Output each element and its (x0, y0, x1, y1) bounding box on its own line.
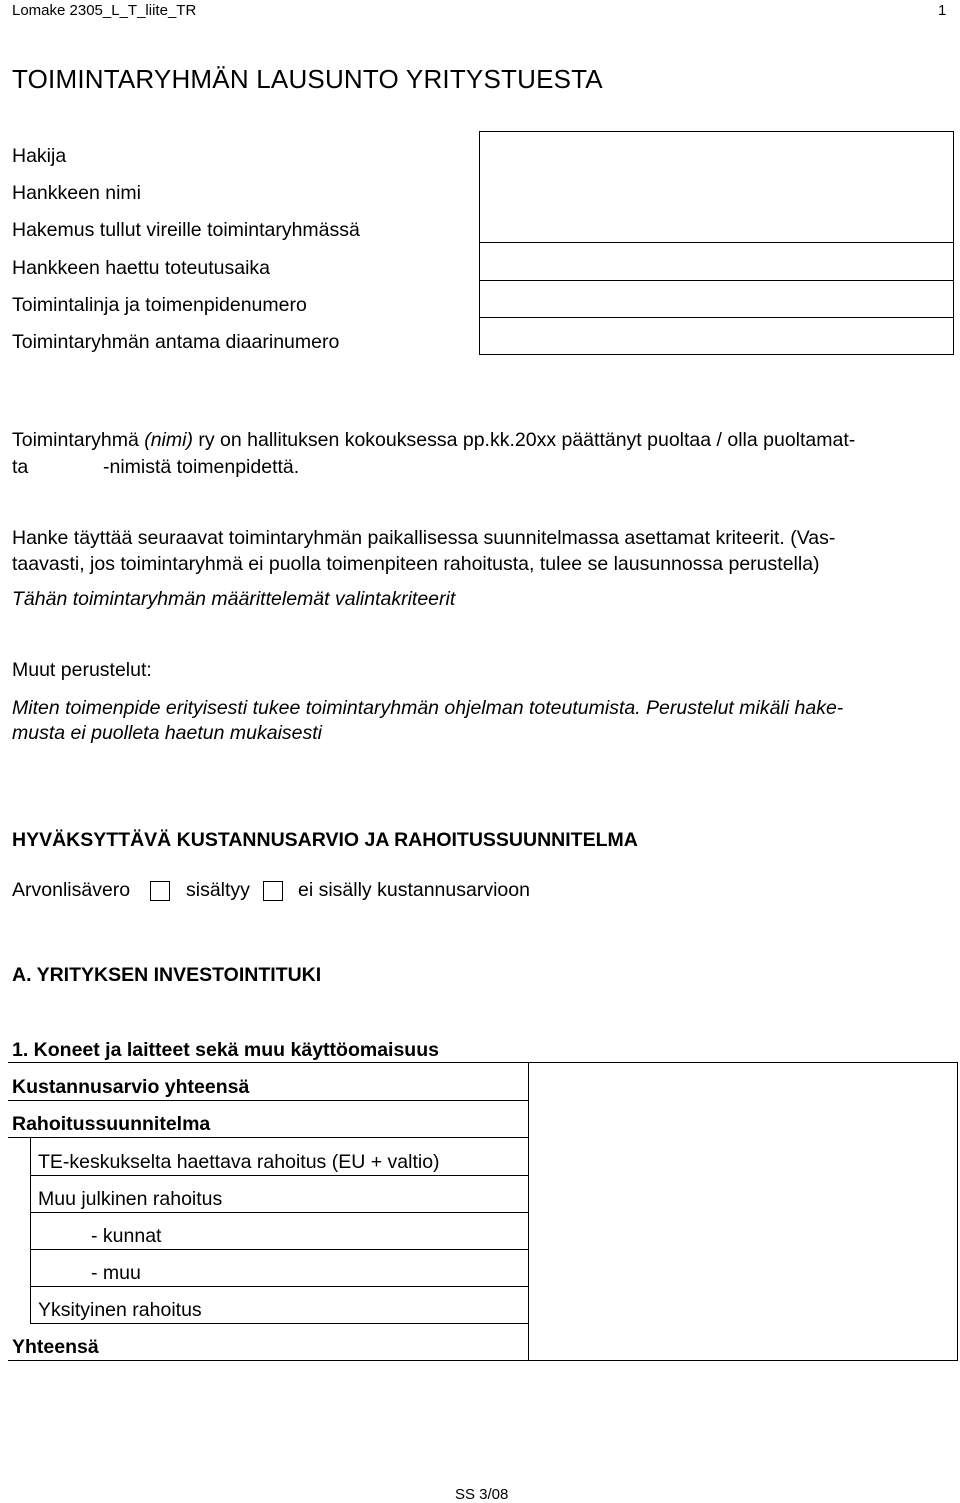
criteria-placeholder: Tähän toimintaryhmän määrittelemät valintakriteerit (12, 588, 456, 610)
footer-code: SS 3/08 (455, 1486, 509, 1503)
info-label-measure: Toimintalinja ja toimenpidenumero (12, 294, 307, 316)
cost-total-label: Kustannusarvio yhteensä (12, 1076, 250, 1098)
other-reasons-line-2: musta ei puolleta haetun mukaisesti (12, 722, 323, 744)
decision-line-2a: ta (12, 456, 29, 478)
decision-line-1 (12, 429, 855, 452)
other-public-funding-label: Muu julkinen rahoitus (38, 1188, 223, 1210)
info-label-project-name: Hankkeen nimi (12, 182, 141, 204)
vat-not-included-label: ei sisälly kustannusarvioon (298, 879, 530, 901)
other-reasons-line-1: Miten toimenpide erityisesti tukee toimintaryhmän ohjelman toteutumista. Perustelut mikäli hake- (12, 697, 844, 719)
other-label: - muu (91, 1262, 141, 1284)
financing-label: Rahoitussuunnitelma (12, 1113, 211, 1135)
info-label-submitted: Hakemus tullut vireille toimintaryhmässä (12, 219, 360, 241)
other-reasons-label: Muut perustelut: (12, 659, 152, 681)
private-funding-label: Yksityinen rahoitus (38, 1299, 202, 1321)
criteria-line-2: taavasti, jos toimintaryhmä ei puolla toimenpiteen rahoitusta, tulee se lausunnossa perustella) (12, 553, 820, 575)
grand-total-label: Yhteensä (12, 1336, 99, 1358)
decision-text: Toimintaryhmä (12, 429, 145, 451)
vat-not-included-checkbox[interactable] (263, 881, 283, 901)
info-label-applicant: Hakija (12, 145, 67, 167)
info-label-duration: Hankkeen haettu toteutusaika (12, 257, 271, 279)
info-label-diary-number: Toimintaryhmän antama diaarinumero (12, 331, 340, 353)
budget-heading: HYVÄKSYTTÄVÄ KUSTANNUSARVIO JA RAHOITUSSUUNNITELMA (12, 829, 638, 851)
vat-label: Arvonlisävero (12, 879, 131, 901)
te-center-funding-label: TE-keskukselta haettava rahoitus (EU + valtio) (38, 1151, 440, 1173)
form-code: Lomake 2305_L_T_liite_TR (12, 2, 197, 19)
decision-text-cont: ry on hallituksen kokouksessa pp.kk.20xx päättänyt puoltaa / olla puoltamat- (192, 429, 856, 451)
subsection-1-heading: 1. Koneet ja laitteet sekä muu käyttöomaisuus (12, 1039, 439, 1061)
vat-included-checkbox[interactable] (150, 881, 170, 901)
vat-included-label: sisältyy (186, 879, 250, 901)
page-number: 1 (938, 2, 947, 19)
decision-line-2b: -nimistä toimenpidettä. (103, 456, 300, 478)
page-title: TOIMINTARYHMÄN LAUSUNTO YRITYSTUESTA (12, 64, 603, 94)
section-a-heading: A. YRITYKSEN INVESTOINTITUKI (12, 964, 322, 986)
municipalities-label: - kunnat (91, 1225, 162, 1247)
decision-name-placeholder: (nimi) (144, 429, 193, 451)
criteria-line-1: Hanke täyttää seuraavat toimintaryhmän paikallisessa suunnitelmassa asettamat kriteerit. (Vas- (12, 527, 836, 549)
